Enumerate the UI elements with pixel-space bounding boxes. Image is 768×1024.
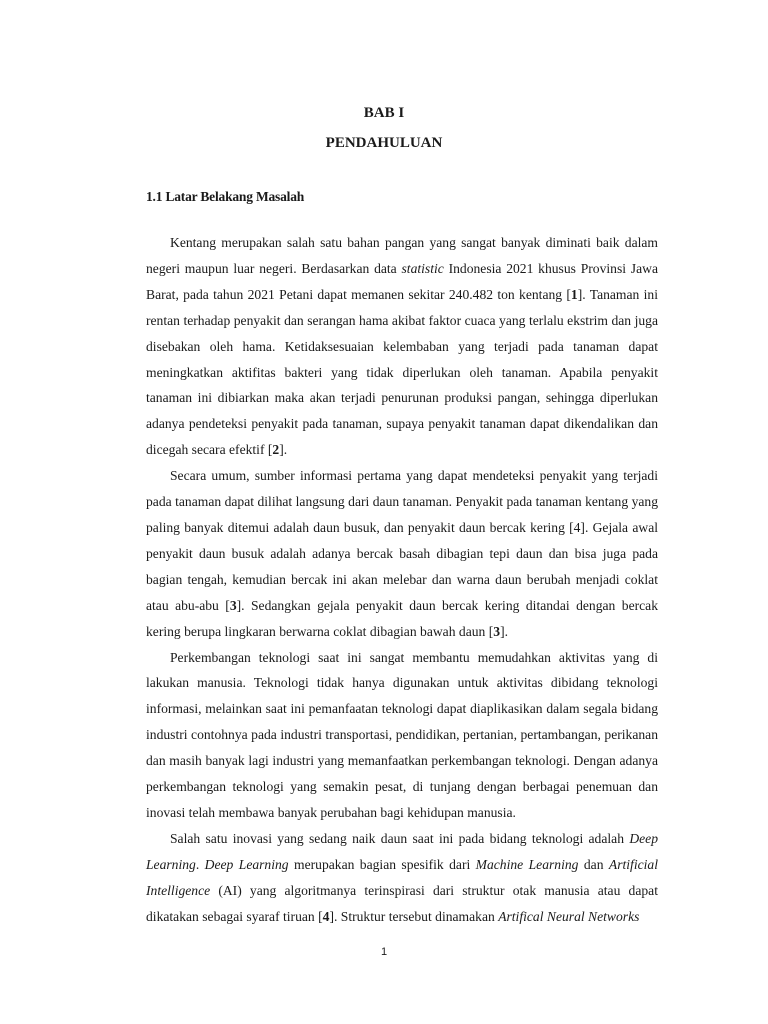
chapter-number: BAB I	[363, 105, 405, 121]
text-fragment: Perkembangan teknologi saat ini sangat membantu memudahkan aktivitas yang di lakukan manusia. Teknologi tidak hanya digunakan untuk aktivitas dibidang teknologi informasi, melainkan saat ini pemanfaatan teknologi dapat diaplikasikan dalam segala bidang industri contohnya pada industri transportasi, pendidikan, pertanian, pertambangan, perikanan dan masih banyak lagi industri yang memanfaatkan perkembangan teknologi. Dengan adanya perkembangan teknologi yang semakin pesat, di tunjang dengan berbagai penemuan dan inovasi telah membawa banyak perubahan bagi kehidupan manusia.	[146, 649, 658, 820]
chapter-title: PENDAHULUAN	[325, 135, 443, 151]
italic-term: Deep Learning	[204, 856, 289, 872]
text-fragment: merupakan bagian spesifik dari	[288, 856, 476, 872]
text-fragment: ]. Tanaman ini rentan terhadap penyakit dan serangan hama akibat faktor cuaca yang terlalu ekstrim dan juga disebakan oleh hama. Ketidaksesuaian kelembaban yang terjadi pada tanaman dapat meningkatkan aktifitas bakteri yang tidak diperlukan oleh tanaman. Apabila penyakit tanaman ini dibiarkan maka akan terjadi penurunan produksi pangan, sehingga diperlukan adanya pendeteksi penyakit pada tanaman, supaya penyakit tanaman dapat dikendalikan dan dicegah secara efektif [	[146, 286, 658, 458]
text-fragment: ]. Sedangkan gejala penyakit daun bercak kering ditandai dengan bercak kering berupa lingkaran berwarna coklat dibagian bawah daun [	[146, 597, 658, 639]
paragraph	[146, 463, 658, 644]
text-fragment: .	[195, 856, 205, 872]
text-fragment: Salah satu inovasi yang sedang naik daun saat ini pada bidang teknologi adalah	[170, 830, 630, 846]
text-fragment: dan	[578, 856, 609, 872]
italic-term: statistic	[401, 260, 444, 276]
italic-term: Artifical Neural Networks	[498, 908, 640, 924]
paragraph	[146, 826, 658, 930]
text-fragment: Kentang merupakan salah satu bahan pangan yang sangat banyak diminati baik dalam negeri maupun luar negeri. Berdasarkan data	[146, 235, 658, 276]
citation-number: 2	[272, 442, 280, 458]
body-text	[146, 230, 658, 929]
italic-term: Artificial Intelligence	[146, 856, 658, 898]
section-heading: 1.1 Latar Belakang Masalah	[146, 189, 305, 204]
text-fragment: Secara umum, sumber informasi pertama yang dapat mendeteksi penyakit yang terjadi pada tanaman dapat dilihat langsung dari daun tanaman. Penyakit pada tanaman kentang yang paling banyak ditemui adalah daun busuk, dan penyakit daun bercak kering [4]. Gejala awal penyakit daun busuk adalah adanya bercak basah dibagian tepi daun dan bisa juga pada bagian tengah, kemudian bercak ini akan melebar dan warna daun berubah menjadi coklat atau abu-abu [	[146, 468, 658, 613]
paragraph	[146, 230, 658, 463]
text-fragment: ].	[500, 623, 508, 639]
italic-term: Machine Learning	[475, 856, 579, 872]
page-number: 1	[380, 946, 388, 958]
citation-number: 3	[229, 597, 237, 613]
italic-term: Deep Learning	[146, 830, 658, 872]
text-fragment: (AI) yang algoritmanya terinspirasi dari struktur otak manusia atau dapat dikatakan sebagai syaraf tiruan [	[146, 882, 658, 924]
citation-number: 3	[493, 623, 501, 639]
citation-number: 1	[570, 286, 578, 302]
paragraph	[146, 645, 658, 826]
citation-number: 4	[322, 908, 330, 924]
text-fragment: ].	[279, 442, 288, 458]
text-fragment: Indonesia 2021 khusus Provinsi Jawa Barat, pada tahun 2021 Petani dapat memanen sekitar 240.482 ton kentang [	[146, 260, 658, 302]
text-fragment: ]. Struktur tersebut dinamakan	[329, 908, 499, 924]
